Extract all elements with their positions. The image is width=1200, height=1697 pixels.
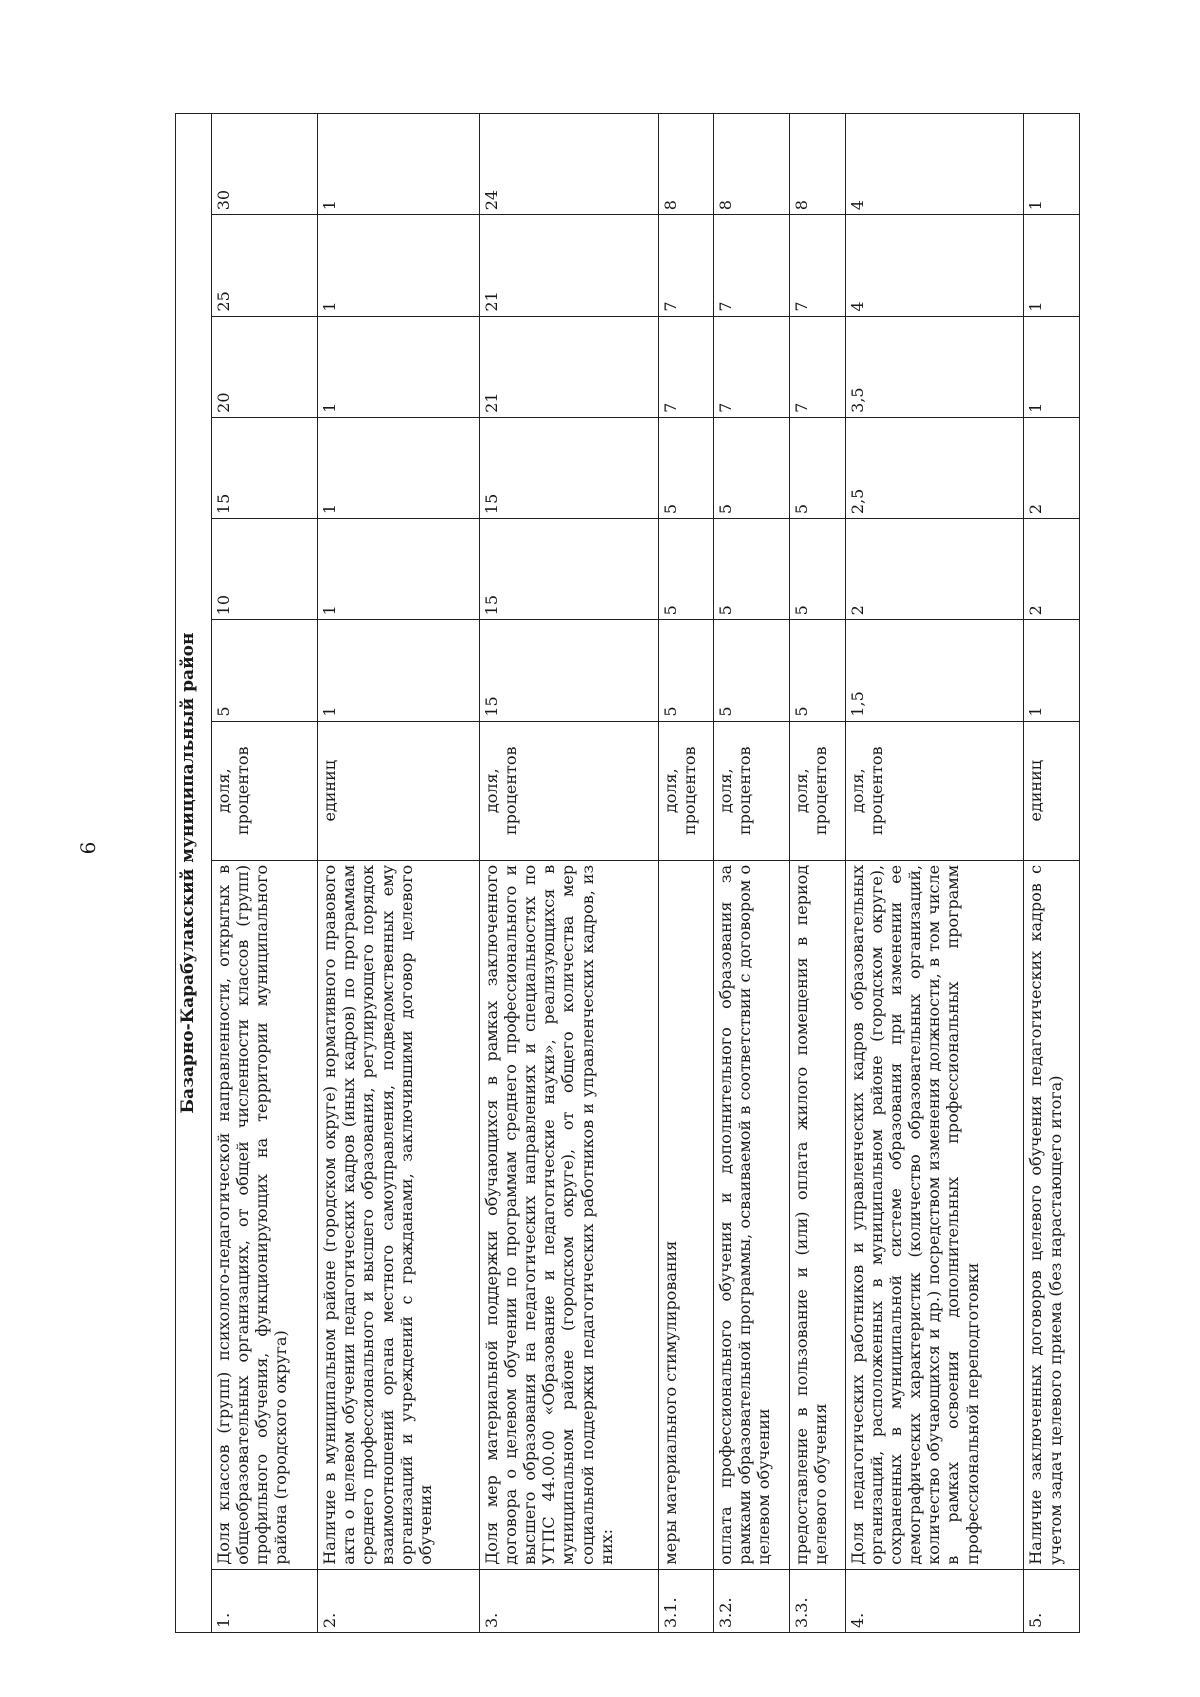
target-value: 2	[1024, 519, 1080, 620]
row-number: 3.1.	[658, 1569, 713, 1632]
target-value: 1	[317, 519, 479, 620]
table-row	[317, 114, 479, 1633]
unit-of-measure: доля, процентов	[790, 721, 845, 860]
indicator-table	[175, 113, 1080, 1633]
target-value: 1	[1024, 316, 1080, 417]
indicator-description: Доля педагогических работников и управленческих кадров образовательных организаций, расположенных в муниципальном районе (городском округе), сохраненных в муниципальной системе образования при изменении ее демографических характеристик (количество образовательных организаций, количество обучающихся и др.) посредством изменения должности, в том числе в рамках освоения дополнительных профессиональных программ профессиональной переподготовки	[845, 860, 1024, 1569]
unit-of-measure: доля, процентов	[658, 721, 713, 860]
target-value: 20	[211, 316, 317, 417]
row-number: 3.2.	[713, 1569, 789, 1632]
table-row	[845, 114, 1024, 1633]
target-value: 1	[1024, 215, 1080, 316]
target-value: 1	[317, 417, 479, 518]
indicator-description: предоставление в пользование и (или) оплата жилого помещения в период целевого обучения	[790, 860, 845, 1569]
indicator-description: Доля классов (групп) психолого-педагогической направленности, открытых в общеобразовательных организациях, от общей численности классов (групп) профильного обучения, функционирующих на территории муниципального района (городского округа)	[211, 860, 317, 1569]
target-value: 21	[479, 316, 658, 417]
unit-of-measure: единиц	[317, 721, 479, 860]
target-value: 15	[211, 417, 317, 518]
target-value: 25	[211, 215, 317, 316]
region-header: Базарно-Карабулакский муниципальный район	[176, 114, 212, 1633]
target-value: 1,5	[845, 620, 1024, 721]
target-value: 1	[1024, 114, 1080, 215]
table-row	[1024, 114, 1080, 1633]
target-value: 3,5	[845, 316, 1024, 417]
target-value: 5	[790, 620, 845, 721]
target-value: 10	[211, 519, 317, 620]
rotated-table-container	[175, 113, 1080, 1633]
table-row	[479, 114, 658, 1633]
unit-of-measure: доля, процентов	[845, 721, 1024, 860]
target-value: 5	[658, 417, 713, 518]
target-value: 5	[211, 620, 317, 721]
table-row	[211, 114, 317, 1633]
target-value: 15	[479, 519, 658, 620]
target-value: 7	[658, 215, 713, 316]
target-value: 21	[479, 215, 658, 316]
indicator-description: Наличие заключенных договоров целевого обучения педагогических кадров с учетом задач целевого приема (без нарастающего итога)	[1024, 860, 1080, 1569]
page-number: 6	[76, 841, 100, 855]
row-number: 3.	[479, 1569, 658, 1632]
target-value: 4	[845, 215, 1024, 316]
target-value: 7	[713, 316, 789, 417]
unit-of-measure: доля, процентов	[479, 721, 658, 860]
target-value: 1	[317, 316, 479, 417]
row-number: 4.	[845, 1569, 1024, 1632]
indicator-description: Наличие в муниципальном районе (городском округе) нормативного правового акта о целевом обучении педагогических кадров (иных кадров) по программам среднего профессионального и высшего образования, регулирующего порядок взаимоотношений органа местного самоуправления, подведомственных ему организаций и учреждений с гражданами, заключившими договор целевого обучения	[317, 860, 479, 1569]
target-value: 1	[317, 620, 479, 721]
row-number: 1.	[211, 1569, 317, 1632]
target-value: 5	[658, 620, 713, 721]
target-value: 2	[845, 519, 1024, 620]
target-value: 5	[713, 519, 789, 620]
target-value: 30	[211, 114, 317, 215]
indicator-description: меры материального стимулирования	[658, 860, 713, 1569]
target-value: 8	[790, 114, 845, 215]
indicator-description: оплата профессионального обучения и дополнительного образования за рамками образовательной программы, осваиваемой в соответствии с договором о целевом обучении	[713, 860, 789, 1569]
target-value: 1	[317, 215, 479, 316]
target-value: 7	[790, 316, 845, 417]
unit-of-measure: единиц	[1024, 721, 1080, 860]
target-value: 2	[1024, 417, 1080, 518]
target-value: 5	[713, 620, 789, 721]
unit-of-measure: доля, процентов	[211, 721, 317, 860]
table-row	[713, 114, 789, 1633]
target-value: 5	[658, 519, 713, 620]
row-number: 3.3.	[790, 1569, 845, 1632]
row-number: 5.	[1024, 1569, 1080, 1632]
target-value: 24	[479, 114, 658, 215]
target-value: 5	[790, 417, 845, 518]
target-value: 15	[479, 417, 658, 518]
target-value: 5	[713, 417, 789, 518]
target-value: 15	[479, 620, 658, 721]
table-row	[658, 114, 713, 1633]
unit-of-measure: доля, процентов	[713, 721, 789, 860]
target-value: 7	[713, 215, 789, 316]
target-value: 7	[658, 316, 713, 417]
target-value: 1	[1024, 620, 1080, 721]
target-value: 8	[658, 114, 713, 215]
target-value: 1	[317, 114, 479, 215]
target-value: 2,5	[845, 417, 1024, 518]
target-value: 5	[790, 519, 845, 620]
table-row	[790, 114, 845, 1633]
target-value: 4	[845, 114, 1024, 215]
target-value: 7	[790, 215, 845, 316]
indicator-description: Доля мер материальной поддержки обучающихся в рамках заключенного договора о целевом обучении по программам среднего профессионального и высшего образования на педагогических направлениях и специальностях по УГПС 44.00.00 «Образование и педагогические науки», реализующихся в муниципальном районе (городском округе), от общего количества мер социальной поддержки педагогических работников и управленческих кадров, из них:	[479, 860, 658, 1569]
row-number: 2.	[317, 1569, 479, 1632]
target-value: 8	[713, 114, 789, 215]
